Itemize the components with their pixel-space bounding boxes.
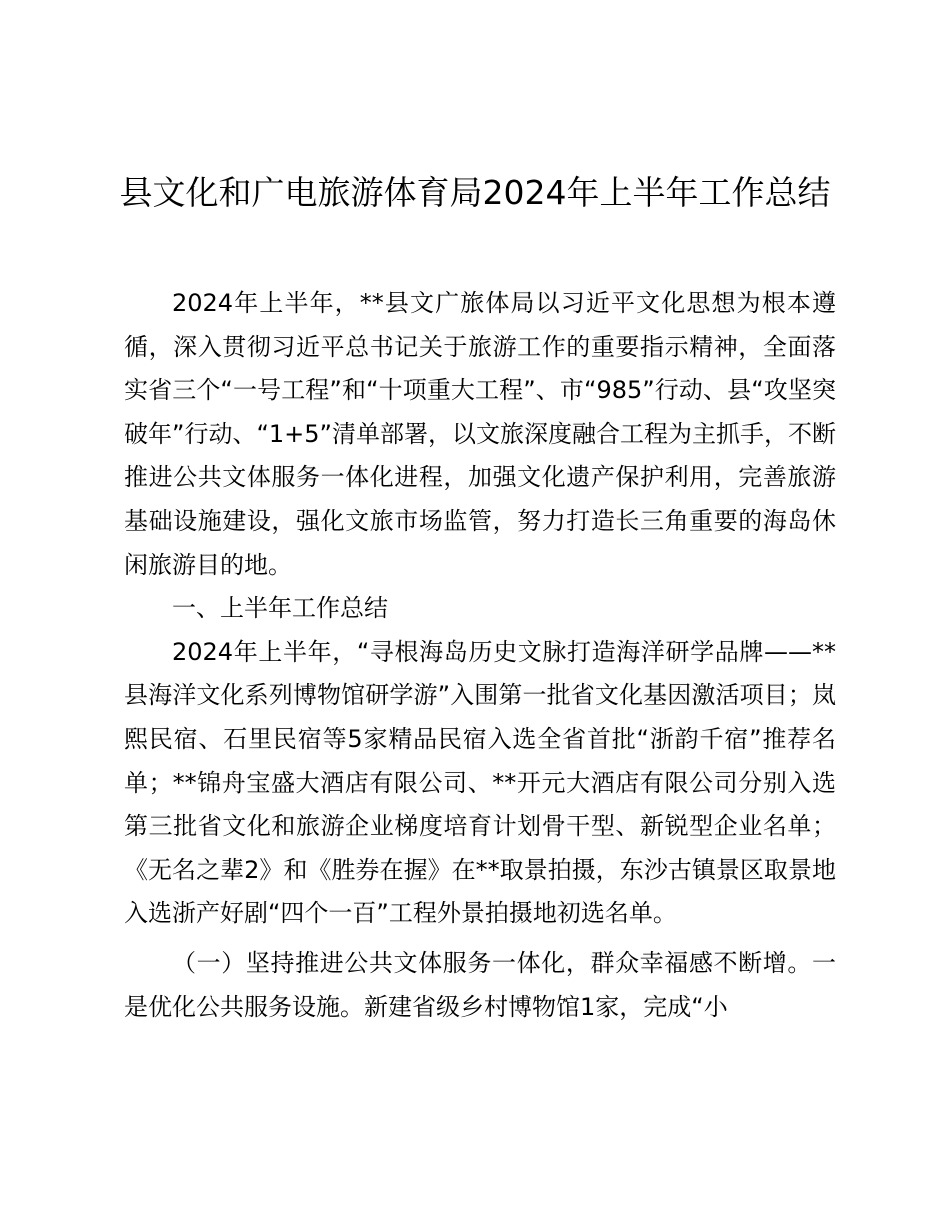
- document-body: [124, 282, 836, 1029]
- section-heading: 一、上半年工作总结: [172, 594, 388, 623]
- subsection-paragraph: （一）坚持推进公共文体服务一体化，群众幸福感不断增。一是优化公共服务设施。新建省级乡村博物馆1家，完成“小: [124, 948, 836, 1021]
- achievements-paragraph: 2024年上半年，“寻根海岛历史文脉打造海洋研学品牌——**县海洋文化系列博物馆研学游”入围第一批省文化基因激活项目；岚熙民宿、石里民宿等5家精品民宿入选全省首批“浙韵千宿”推荐名单；**锦舟宝盛大酒店有限公司、**开元大酒店有限公司分别入选第三批省文化和旅游企业梯度培育计划骨干型、新锐型企业名单；《无名之辈2》和《胜券在握》在**取景拍摄，东沙古镇景区取景地入选浙产好剧“四个一百”工程外景拍摄地初选名单。: [124, 637, 836, 928]
- intro-paragraph: 2024年上半年，**县文广旅体局以习近平文化思想为根本遵循，深入贯彻习近平总书记关于旅游工作的重要指示精神，全面落实省三个“一号工程”和“十项重大工程”、市“985”行动、县“攻坚突破年”行动、“1+5”清单部署，以文旅深度融合工程为主抓手，不断推进公共文体服务一体化进程，加强文化遗产保护利用，完善旅游基础设施建设，强化文旅市场监管，努力打造长三角重要的海岛休闲旅游目的地。: [124, 289, 836, 579]
- document-title: 县文化和广电旅游体育局2024年上半年工作总结: [119, 173, 831, 212]
